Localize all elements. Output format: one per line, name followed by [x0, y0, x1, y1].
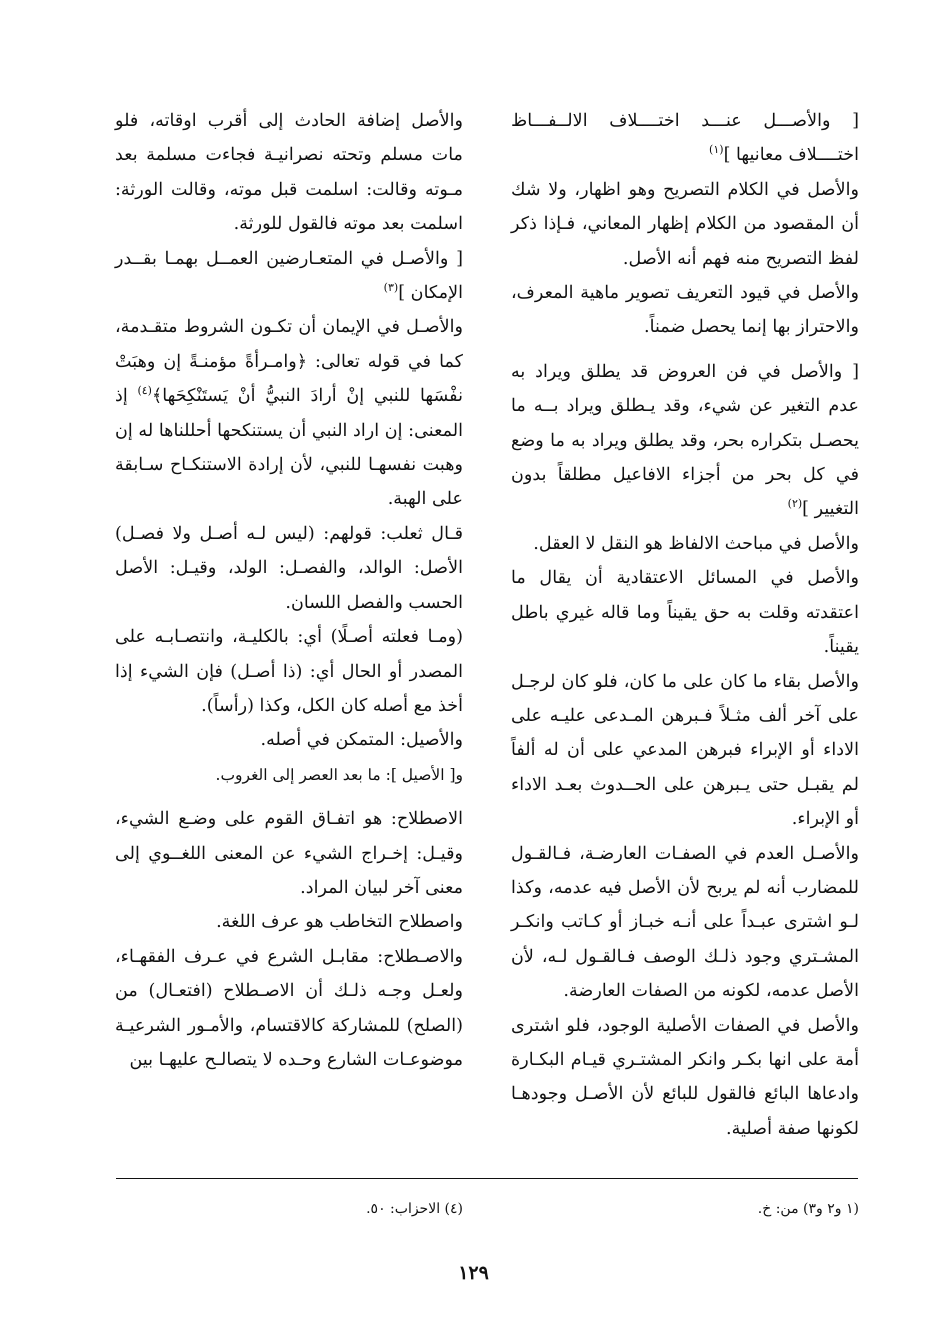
footnote-marker: (٤) [137, 384, 152, 398]
right-text-column [511, 104, 859, 1146]
footnote-left: (٤) الاحزاب: ٥٠. [366, 1201, 463, 1217]
paragraph: والأصيل: المتمكن في أصله. [260, 730, 463, 751]
paragraph: والأصل في مباحث الالفاظ هو النقل لا العقل. [533, 533, 859, 554]
footnote-marker: (٢) [787, 497, 803, 511]
paragraph: [ والأصـــل عنـــد اختــــلاف الالــفـــاظ اختــــلاف معانيها ]$^{(١)}$ [511, 111, 859, 166]
paragraph: قـال ثعلب: قولهم: (ليس لـه أصـل ولا فصـل) الأصل: الوالد، والفصـل: الولد، وقيـل: الأصل الحسب والفصل اللسان. [115, 523, 463, 613]
paragraph: والأصل إضافة الحادث إلى أقرب اوقاته، فلو مات مسلم وتحته نصرانيـة فجاءت مسلمة بعد مـوته وقالت: اسلمت قبل موته، وقالت الورثة: اسلمت بعد موته فالقول للورثة. [115, 111, 463, 235]
footnote-marker: (١) [709, 143, 724, 157]
footnote-divider [116, 1178, 858, 1179]
paragraph: [ والأصل في فن العروض قد يطلق ويراد به عدم التغير عن شيء، وقد يـطلق ويراد بــه ما يحصـل بتكراره بحر، وقد يطلق ويراد به ما وضع في كل بحر من أجزاء الافاعيل مطلقاً بدون التغيير ]$^{(٢)}$ [511, 361, 859, 520]
left-text-column [115, 104, 463, 1077]
paragraph: والأصل بقاء ما كان على ما كان، فلو كان لرجـل على آخر ألف مثـلاً فـبرهن المـدعى عليـه على الاداء أو الإبراء فبرهن المدعي على أن له ألفاً لم يقبـل حتى يـبرهن على الحــدوث بعـد الاداء أو الإبراء. [511, 671, 859, 830]
paragraph: والأصـل العدم في الصفـات العارضـة، فـالقـول للمضارب أنه لم يربح لأن الأصل فيه عدمه، وكذا لـو اشترى عبـداً على أنـه خبـاز أو كـاتب وانكـر المشـتري وجود ذلـك الوصف فـالقـول لـه، لأن الأصل عدمه، لكونه من الصفات العارضة. [511, 843, 859, 1002]
paragraph: والاصـطلاح: مقابـل الشرع في عـرف الفقهـاء، ولعـل وجـه ذلـك أن الاصـطلاح (افتعـال) من (الصلح) للمشاركة كالاقتسام، والأمـور الشرعيـة موضوعـات الشارع وحـده لا يتصالـح عليهـا بين [115, 946, 463, 1070]
paragraph: والأصل في الصفات الأصلية الوجود، فلو اشترى أمة على انها بكـر وانكر المشتـري قيـام البكـارة وادعاها البائع فالقول للبائع لأن الأصـل وجودهـا لكونها صفة أصلية. [511, 1015, 859, 1139]
page-number: ١٢٩ [458, 1262, 489, 1284]
paragraph: والأصل في الكلام التصريح وهو اظهار، ولا شك أن المقصود من الكلام إظهار المعاني، فـإذا ذكر لفظ التصريح منه فهم أنه الأصل. [511, 179, 859, 269]
paragraph: الاصطلاح: هو اتفـاق القوم على وضـع الشيء، وقيـل: إخـراج الشيء عن المعنى اللغــوي إلى معنى آخر لبيان المراد. [115, 809, 463, 898]
paragraph: والأصل في المسائل الاعتقادية أن يقال ما اعتقدته وقلت به حق يقيناً وما قاله غيري باطل يقيناً. [511, 568, 859, 658]
paragraph: (ومـا فعلته أصـلًا) أي: بالكليـة، وانتصـابـه على المصدر أو الحال أي: (ذا أصـل) فإن الشيء إذا أخذ مع أصله كان الكل، وكذا (رأساً). [115, 627, 463, 716]
paragraph: [ والأصـل في المتعـارضين العمــل بهمـا بقــدر الإمكان ]$^{(٣)}$ [115, 248, 463, 304]
paragraph: والأصـل في الإيمان أن تكـون الشروط متقـدمة، كما في قوله تعالى: ﴿وامـرأةً مؤمنـةً إن وهبَتْ نفْسَها للنبي إنْ أرادَ النبيُّ أنْ يَستَنْكِحَها﴾$^{(٤)}$ إذ المعنى: إن اراد النبي أن يستنكحها أحللناها له إن وهبت نفسهـا للنبي، لأن إرادة الاستنكـاح سـابقة على الهبة. [115, 317, 463, 510]
paragraph: والأصل في قيود التعريف تصوير ماهية المعرف، والاحتراز بها إنما يحصل ضمناً. [511, 283, 859, 338]
footnote-right: (١ و٢ و٣) من: خ. [757, 1201, 859, 1217]
footnote-marker: (٣) [383, 281, 399, 295]
paragraph: واصطلاح التخاطب هو عرف اللغة. [216, 912, 463, 933]
paragraph: و[ الأصيل ]: ما بعد العصر إلى الغروب. [215, 765, 463, 784]
